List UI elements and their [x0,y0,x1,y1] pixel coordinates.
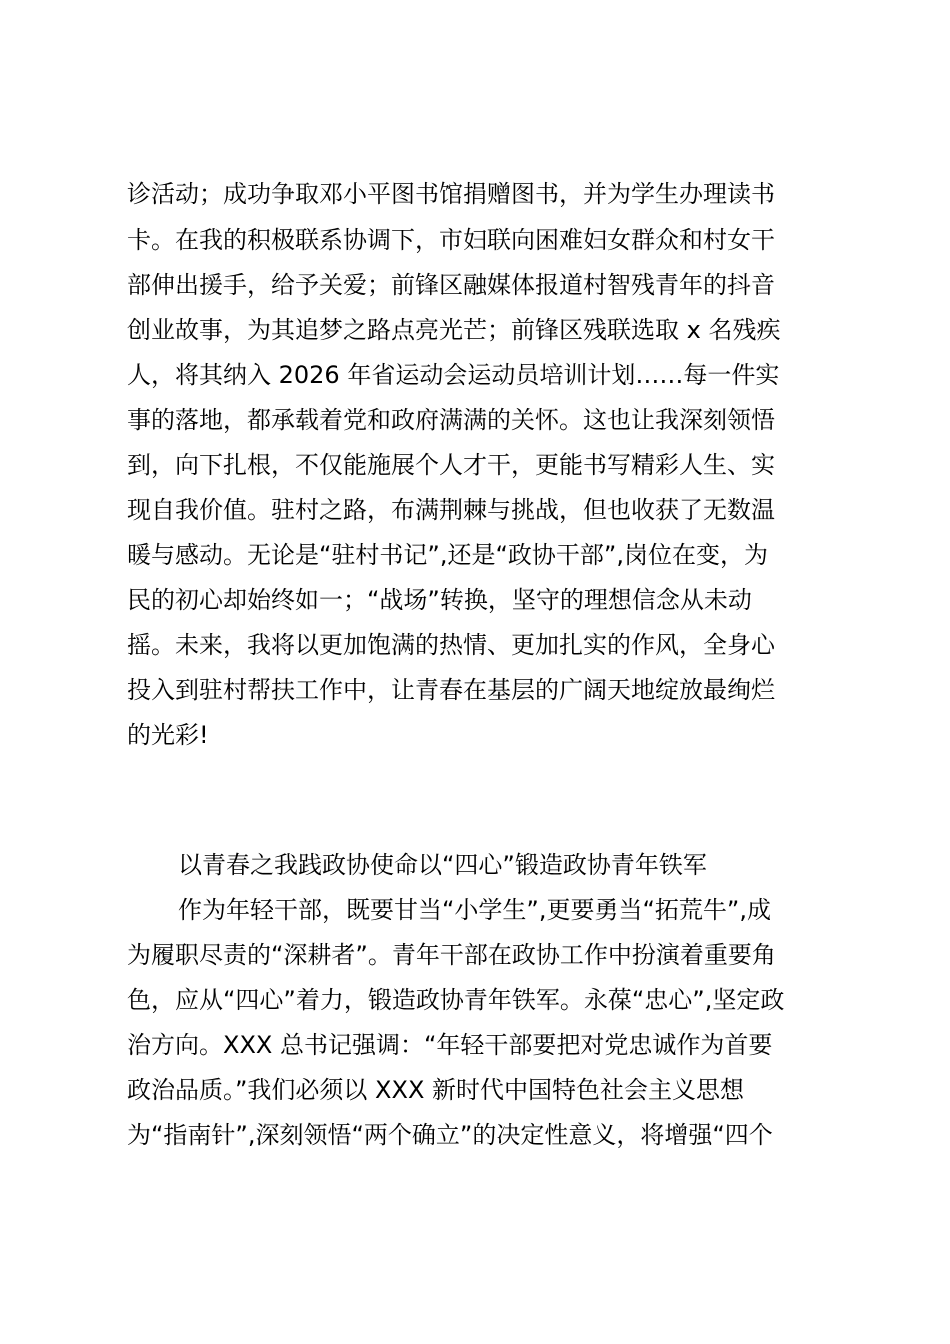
paragraph-line: 卡。在我的积极联系协调下，市妇联向困难妇女群众和村女干 [127,226,775,254]
paragraph-line: 诊活动；成功争取邓小平图书馆捐赠图书，并为学生办理读书 [127,180,775,208]
paragraph-line: 现自我价值。驻村之路，布满荆棘与挑战，但也收获了无数温 [127,496,775,524]
paragraph-line: 为“指南针”,深刻领悟“两个确立”的决定性意义，将增强“四个 [127,1121,773,1149]
paragraph-line: 的光彩! [127,721,209,749]
paragraph-line: 暖与感动。无论是“驻村书记”,还是“政协干部”,岗位在变，为 [127,541,768,569]
paragraph-line: 投入到驻村帮扶工作中，让青春在基层的广阔天地绽放最绚烂 [127,676,775,704]
paragraph-line: 摇。未来，我将以更加饱满的热情、更加扎实的作风，全身心 [127,631,775,659]
paragraph-line: 到，向下扎根，不仅能施展个人才干，更能书写精彩人生、实 [127,451,775,479]
paragraph-line: 人，将其纳入 2026 年省运动会运动员培训计划……每一件实 [127,361,780,389]
paragraph-line: 创业故事，为其追梦之路点亮光芒；前锋区残联选取 x 名残疾 [127,316,781,344]
paragraph-line: 作为年轻干部，既要甘当“小学生”,更要勇当“拓荒牛”,成 [178,896,771,924]
paragraph-line: 为履职尽责的“深耕者”。青年干部在政协工作中扮演着重要角 [127,941,776,969]
paragraph-line: 民的初心却始终如一；“战场”转换，坚守的理想信念从未动 [127,586,752,614]
paragraph-line: 治方向。XXX 总书记强调：“年轻干部要把对党忠诚作为首要 [127,1031,773,1059]
section-title: 以青春之我践政协使命以“四心”锻造政协青年铁军 [178,851,707,879]
paragraph-line: 事的落地，都承载着党和政府满满的关怀。这也让我深刻领悟 [127,406,775,434]
paragraph-line: 部伸出援手，给予关爱；前锋区融媒体报道村智残青年的抖音 [127,271,775,299]
paragraph-line: 色，应从“四心”着力，锻造政协青年铁军。永葆“忠心”,坚定政 [127,986,785,1014]
paragraph-line: 政治品质。”我们必须以 XXX 新时代中国特色社会主义思想 [127,1076,745,1104]
